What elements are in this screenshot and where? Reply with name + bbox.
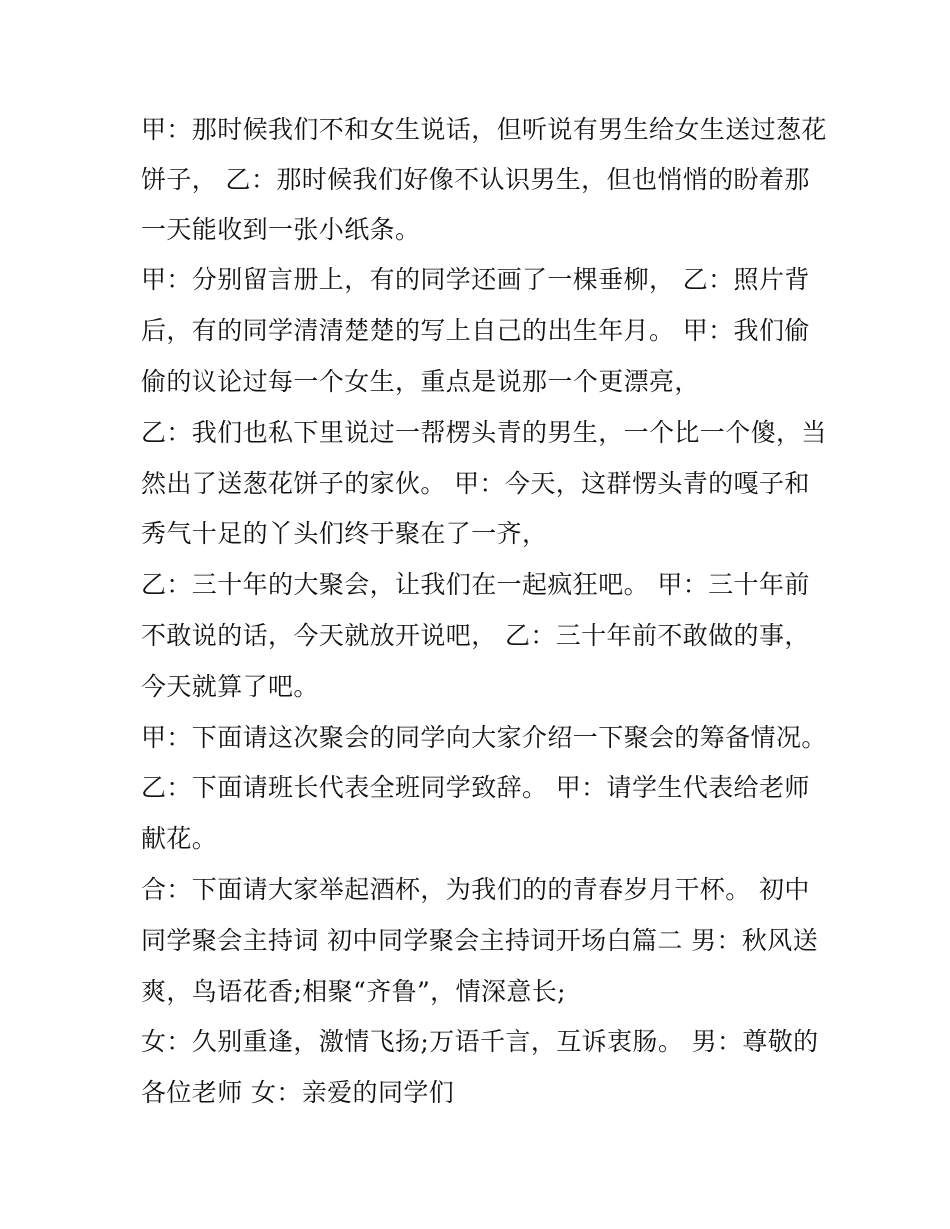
text-line: 秀气十足的丫头们终于聚在了一齐， — [141, 519, 548, 548]
text-line: 然出了送葱花饼子的家伙。 甲：今天，这群愣头青的嘎子和 — [141, 469, 810, 498]
text-line: 后，有的同学清清楚楚的写上自己的出生年月。 甲：我们偷 — [141, 316, 810, 345]
text-line: 甲：那时候我们不和女生说话，但听说有男生给女生送过葱花 — [141, 115, 827, 144]
text-line: 不敢说的话，今天就放开说吧， 乙：三十年前不敢做的事， — [141, 621, 810, 650]
text-line: 今天就算了吧。 — [141, 672, 319, 701]
text-line: 合：下面请大家举起酒杯，为我们的的青春岁月干杯。 初中 — [141, 875, 810, 904]
text-line: 饼子， 乙：那时候我们好像不认识男生，但也悄悄的盼着那 — [141, 165, 810, 194]
text-line: 爽，鸟语花香;相聚“齐鲁”，情深意长; — [141, 977, 567, 1006]
text-line: 同学聚会主持词 初中同学聚会主持词开场白篇二 男：秋风送 — [141, 926, 819, 955]
text-line: 一天能收到一张小纸条。 — [141, 215, 421, 244]
text-line: 女：久别重逢，激情飞扬;万语千言，互诉衷肠。 男：尊敬的 — [141, 1027, 819, 1056]
text-line: 各位老师 女：亲爱的同学们 — [141, 1078, 455, 1107]
text-line: 乙：下面请班长代表全班同学致辞。 甲：请学生代表给老师 — [141, 773, 810, 802]
text-line: 乙：我们也私下里说过一帮楞头青的男生，一个比一个傻，当 — [141, 418, 827, 447]
text-line: 献花。 — [141, 824, 218, 853]
text-line: 甲：分别留言册上，有的同学还画了一棵垂柳， 乙：照片背 — [141, 265, 810, 294]
text-line: 乙：三十年的大聚会，让我们在一起疯狂吧。 甲：三十年前 — [141, 570, 810, 599]
text-line: 甲：下面请这次聚会的同学向大家介绍一下聚会的筹备情况。 — [141, 723, 827, 752]
text-line: 偷的议论过每一个女生，重点是说那一个更漂亮， — [141, 367, 700, 396]
